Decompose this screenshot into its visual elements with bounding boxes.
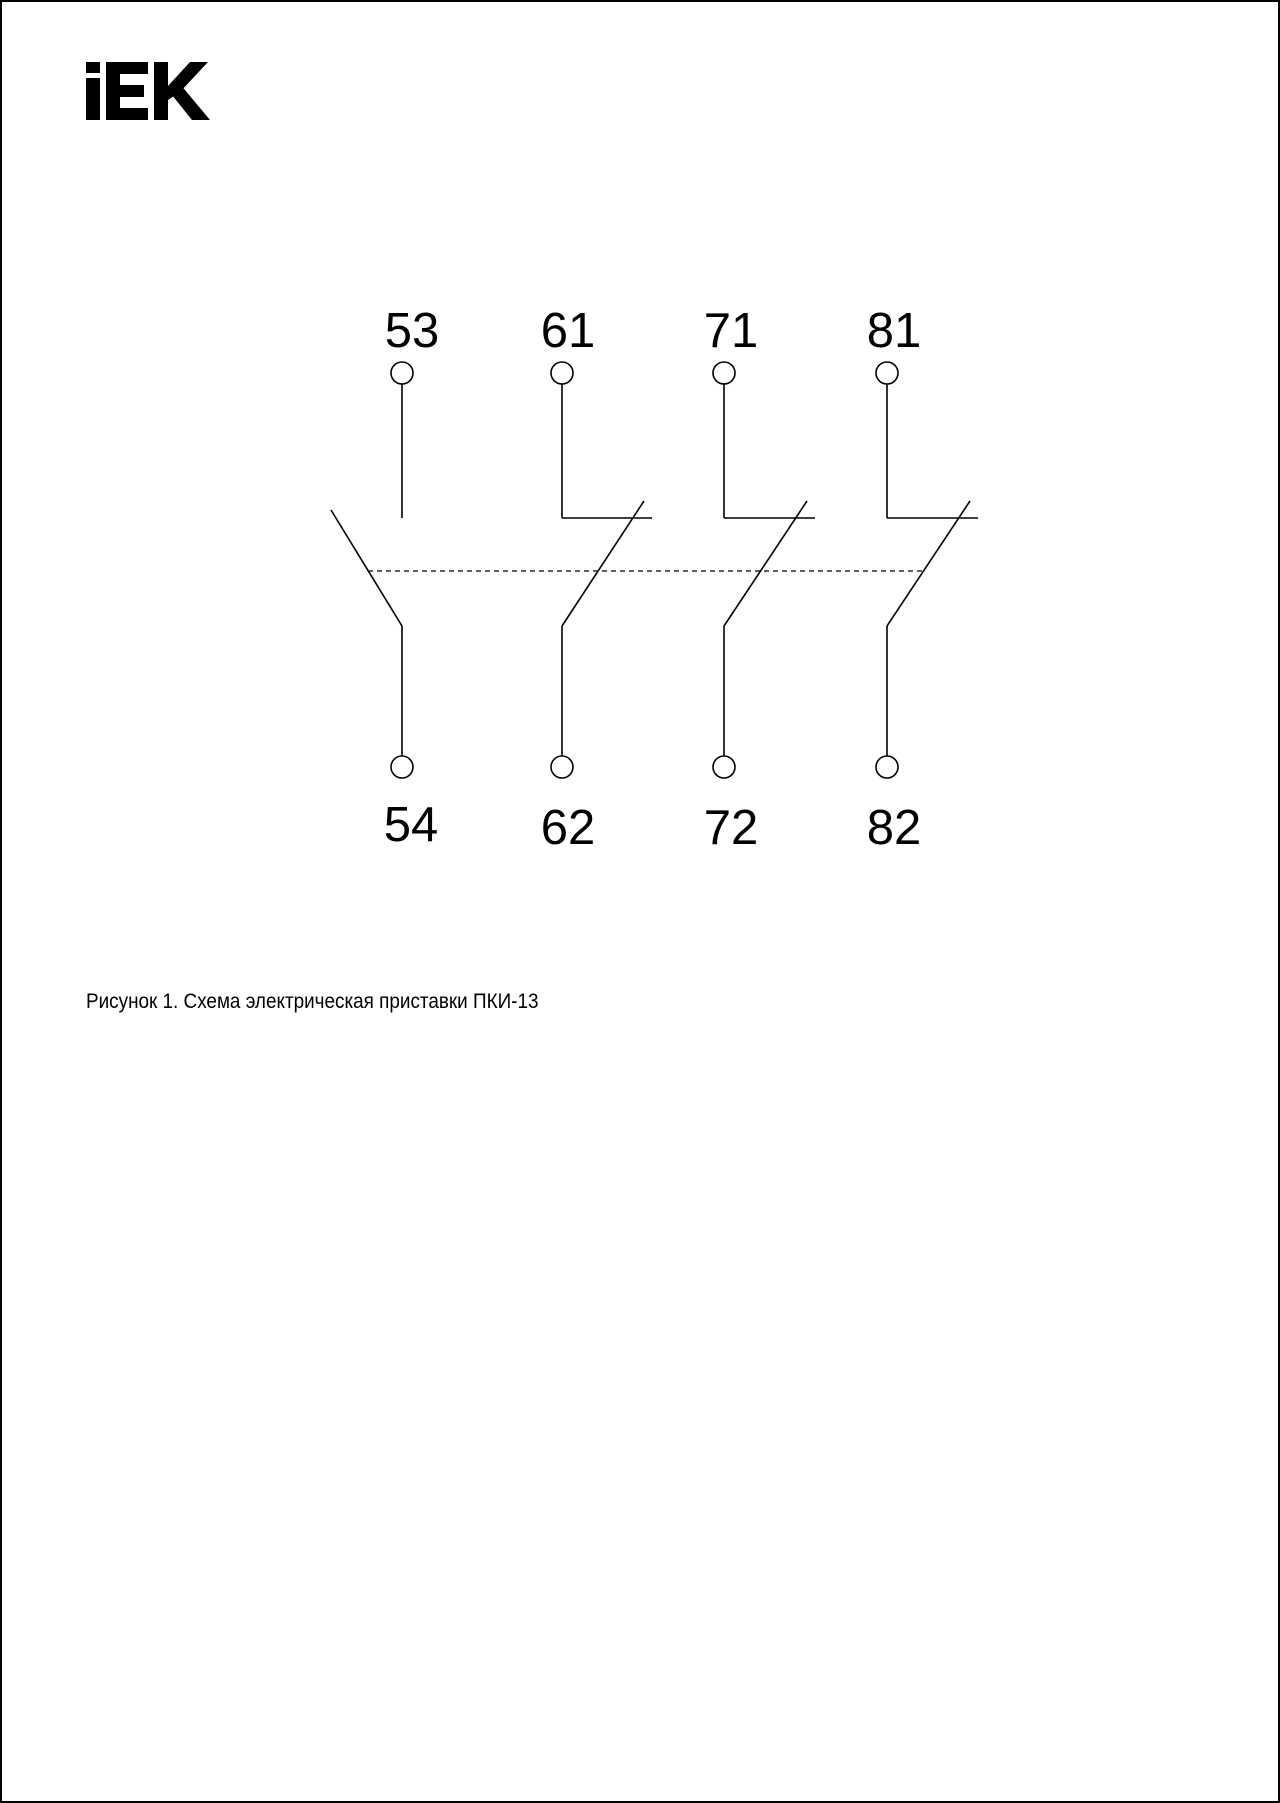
terminal-label-82: 82	[866, 801, 922, 855]
contact-schematic	[0, 0, 1280, 900]
terminal-label-54: 54	[383, 798, 439, 852]
contact-61-62	[551, 362, 652, 778]
terminal-label-62: 62	[540, 801, 596, 855]
terminal-label-61: 61	[540, 304, 596, 358]
terminal-label-81: 81	[866, 304, 922, 358]
contact-81-82	[876, 362, 978, 778]
contact-53-54	[331, 362, 413, 778]
terminal-label-53: 53	[384, 304, 440, 358]
figure-caption: Рисунок 1. Схема электрическая приставки ПКИ-13	[86, 990, 539, 1013]
contact-71-72	[713, 362, 815, 778]
terminal-label-72: 72	[703, 801, 759, 855]
terminal-label-71: 71	[703, 304, 759, 358]
